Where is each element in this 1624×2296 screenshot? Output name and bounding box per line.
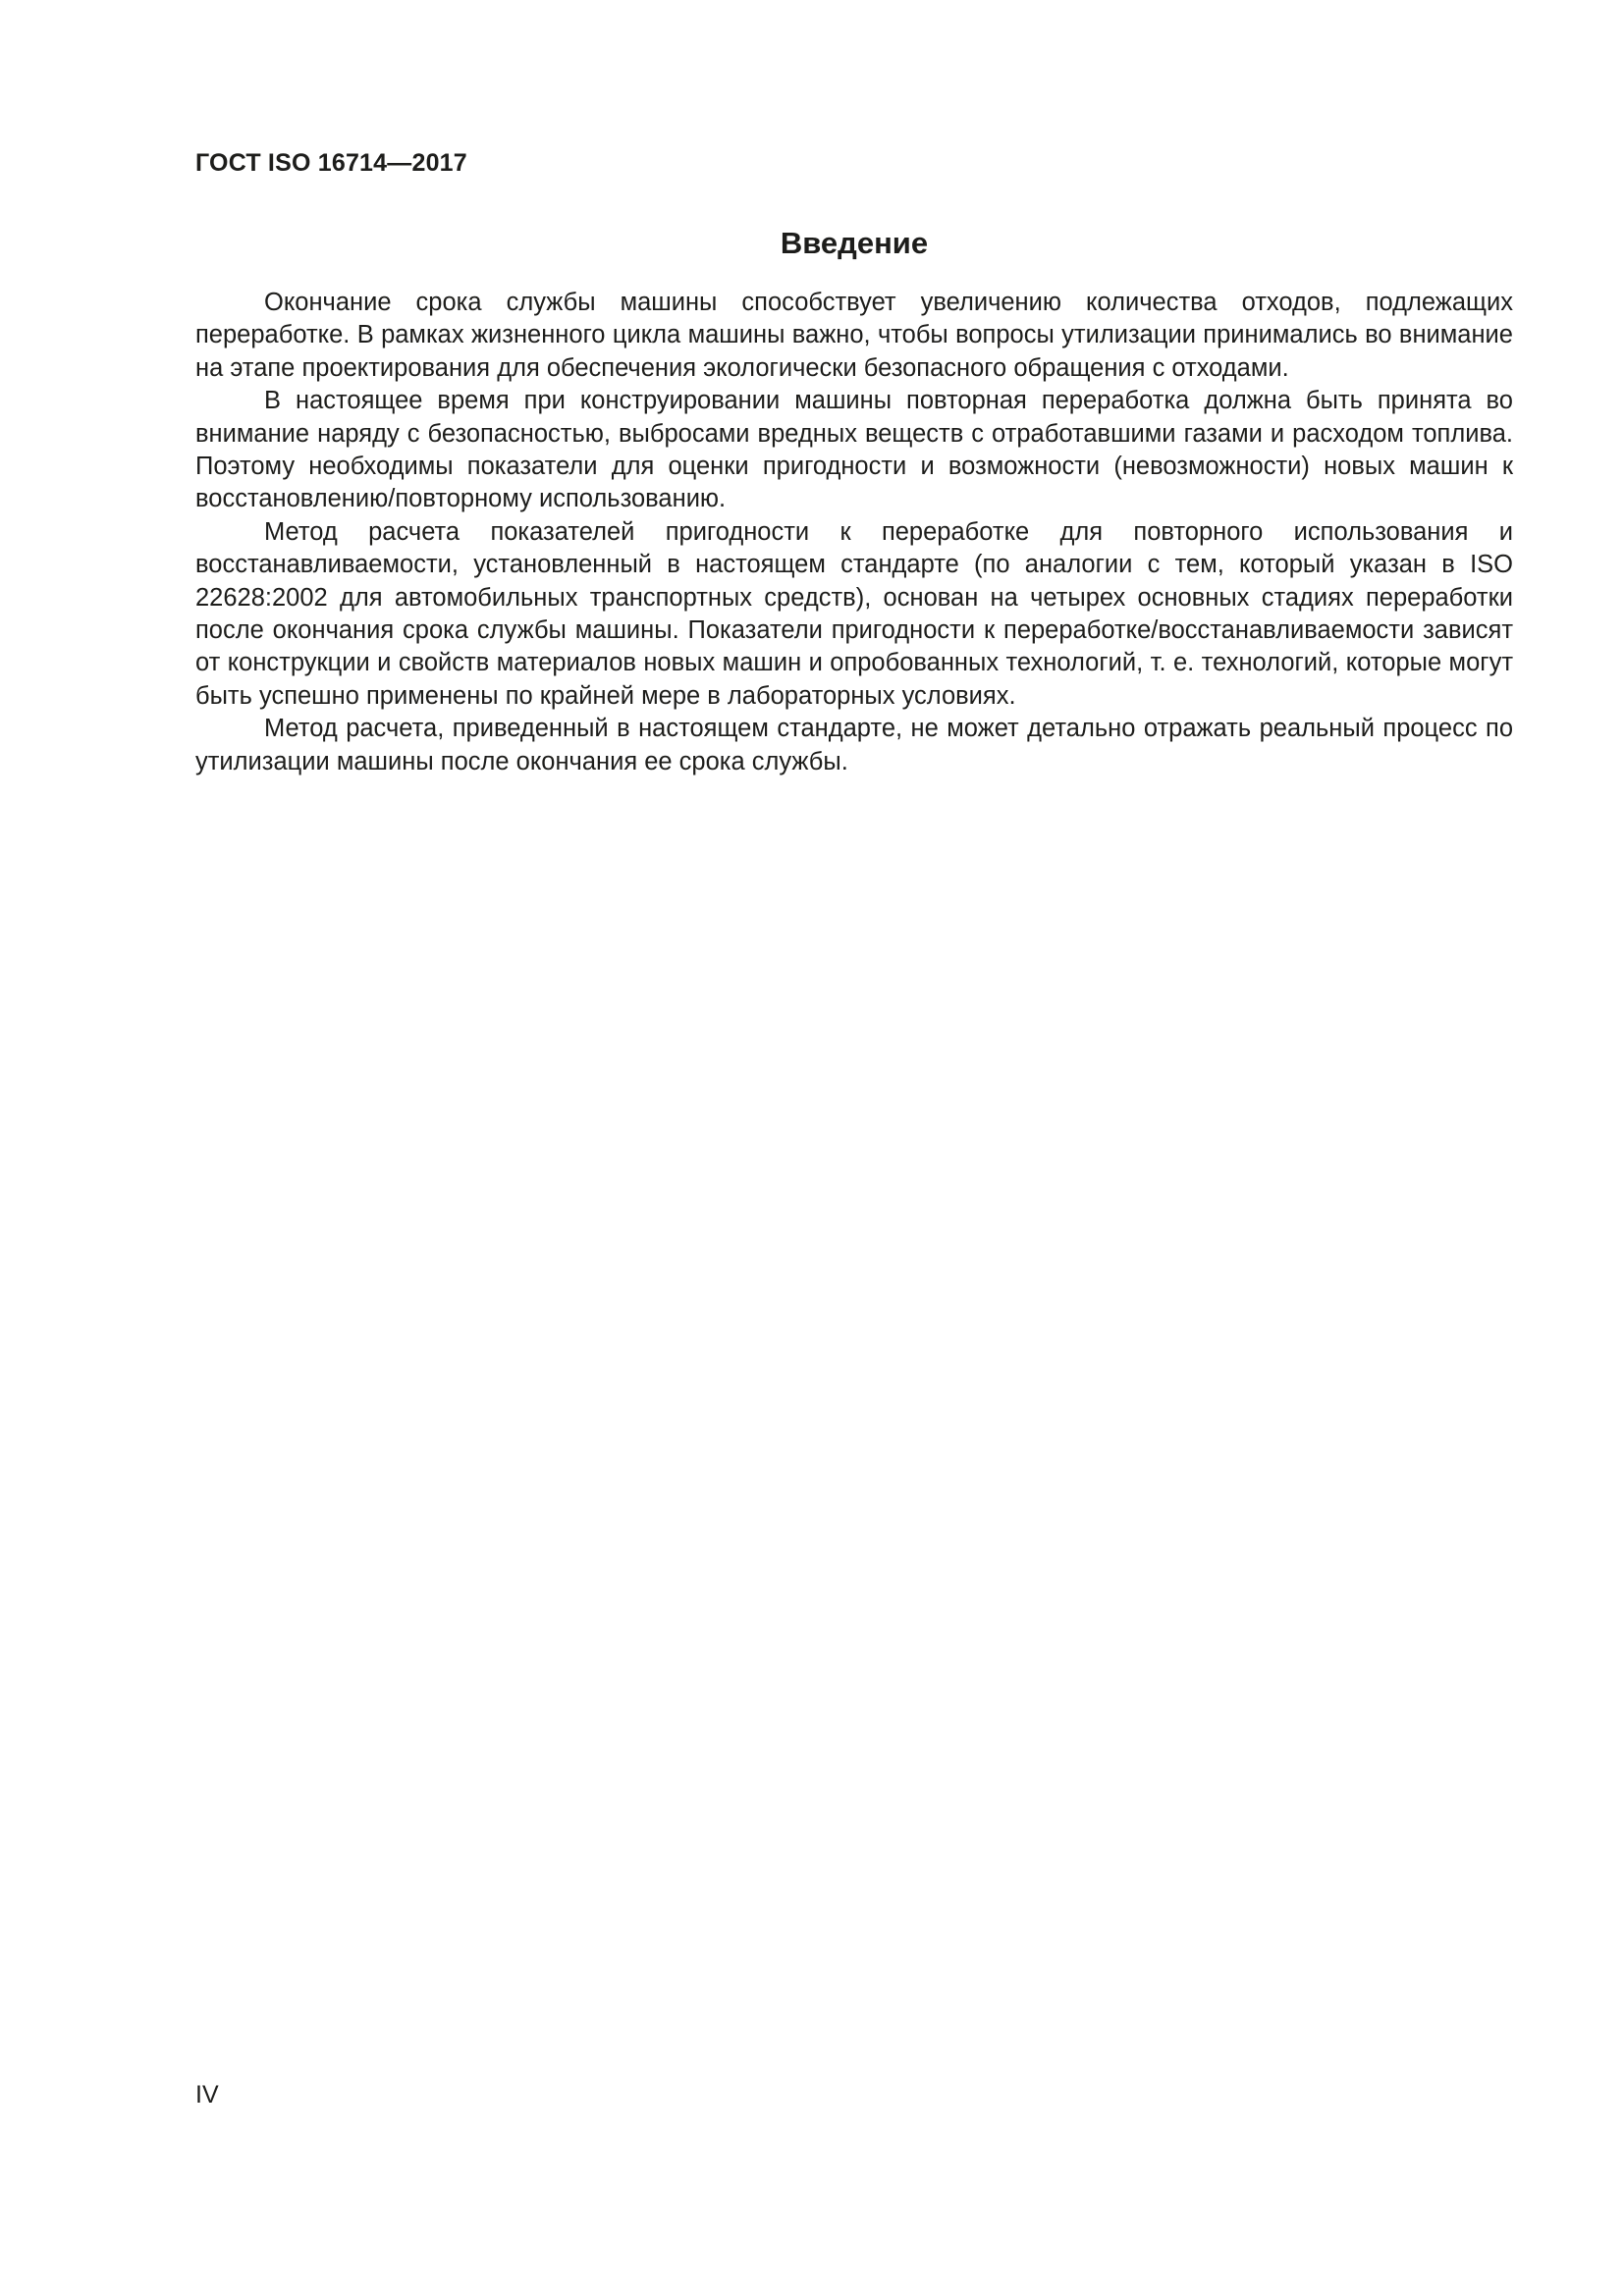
- paragraph-3: Метод расчета показателей пригодности к переработке для повторного использования и восстанавливаемости, установленный в настоящем стандарте (по аналогии с тем, который указан в ISO 22628:2002 для автомобильных транспортных средств), основан на четырех основных стадиях переработки после окончания срока службы машины. Показатели пригодности к переработке/восстанавливаемости зависят от конструкции и свойств материалов новых машин и опробованных технологий, т. е. технологий, которые могут быть успешно применены по крайней мере в лабораторных условиях.: [195, 517, 1513, 710]
- page-number: IV: [195, 2081, 219, 2109]
- paragraph-4: Метод расчета, приведенный в настоящем стандарте, не может детально отражать реальный процесс по утилизации машины после окончания ее срока службы.: [195, 715, 1513, 775]
- section-title: Введение: [780, 226, 929, 260]
- paragraph-2: В настоящее время при конструировании машины повторная переработка должна быть принята во внимание наряду с безопасностью, выбросами вредных веществ с отработавшими газами и расходом топлива. Поэтому необходимы показатели для оценки пригодности и возможности (невозможности) новых машин к восстановлению/повторному использованию.: [195, 387, 1513, 513]
- document-code-header: ГОСТ ISO 16714—2017: [195, 149, 467, 177]
- introduction-body: [195, 287, 1513, 778]
- paragraph-1: Окончание срока службы машины способствует увеличению количества отходов, подлежащих переработке. В рамках жизненного цикла машины важно, чтобы вопросы утилизации принимались во внимание на этапе проектирования для обеспечения экологически безопасного обращения с отходами.: [195, 289, 1513, 382]
